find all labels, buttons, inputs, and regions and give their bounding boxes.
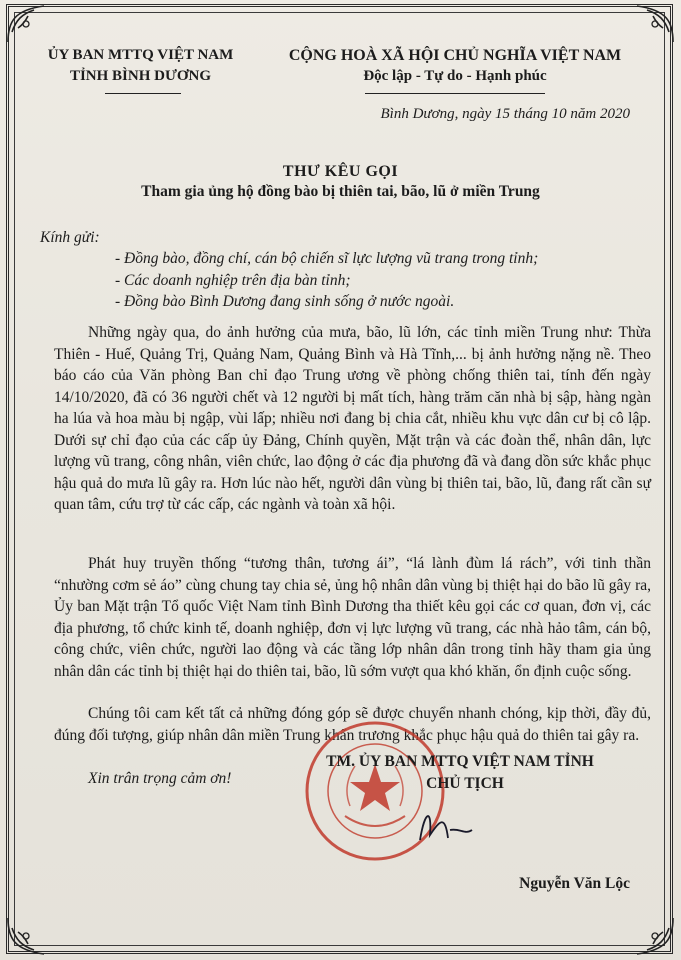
signatory-name: Nguyễn Văn Lộc — [519, 875, 630, 892]
document-subtitle: Tham gia ủng hộ đồng bào bị thiên tai, bão, lũ ở miền Trung — [141, 183, 540, 200]
corner-ornament-icon — [4, 912, 50, 958]
national-motto — [270, 45, 640, 87]
recipient-item: - Đồng bào Bình Dương đang sinh sống ở nước ngoài. — [115, 293, 455, 310]
body-paragraph: Phát huy truyền thống “tương thân, tương ái”, “lá lành đùm lá rách”, với tinh thần “nhường cơm sẻ áo” cùng chung tay chia sẻ, ủng hộ nhân dân vùng bị thiệt hại do bão lũ gây ra, Ủy ban Mặt trận Tổ quốc Việt Nam tỉnh Bình Dương tha thiết kêu gọi các cơ quan, đơn vị, các địa phương, tổ chức kinh tế, doanh nghiệp, đơn vị lực lượng vũ trang, các nhà hảo tâm, cán bộ, công chức, viên chức, người lao động và các tầng lớp nhân dân trong tỉnh hãy tham gia ủng nhân dân các tỉnh bị thiệt hại do thiên tai, bão, lũ sớm vượt qua khó khăn, ổn định cuộc sống. — [54, 555, 651, 680]
org-line-2: TỈNH BÌNH DƯƠNG — [69, 68, 212, 84]
body-paragraph: Những ngày qua, do ảnh hưởng của mưa, bão, lũ lớn, các tỉnh miền Trung như: Thừa Thiên - Huế, Quảng Trị, Quảng Nam, Quảng Bình và Hà Tĩnh,... bị ảnh hưởng nặng nề. Theo báo cáo của Văn phòng Ban chỉ đạo Trung ương về phòng chống thiên tai, tính đến ngày 14/10/2020, đã có 36 người chết và 12 người bị mất tích, hàng trăm căn nhà bị sập, hàng ngàn ha lúa và hoa màu bị ngập, vùi lấp; nhiều nơi đang bị chia cắt, nhiều khu vực dân cư bị cô lập. Dưới sự chỉ đạo của các cấp ủy Đảng, Chính quyền, Mặt trận và các đoàn thể, nhân dân, lực lượng vũ trang, công nhân, viên chức, lao động ở các địa phương đã và đang dồn sức khắc phục hậu quả do mưa lũ gây ra. Hơn lúc nào hết, người dân vùng bị thiên tai, bão, lũ, đang rất cần sự quan tâm, cứu trợ từ các cấp, các ngành và toàn xã hội. — [54, 324, 651, 513]
body-paragraph: Chúng tôi cam kết tất cả những đóng góp sẽ được chuyển nhanh chóng, kịp thời, đầy đủ, đúng đối tượng, giúp nhân dân miền Trung khẩn trương khắc phục hậu quả do thiên tai gây ra. — [54, 705, 651, 744]
motto-divider — [365, 93, 545, 94]
corner-ornament-icon — [4, 2, 50, 48]
issuing-organization — [18, 45, 263, 87]
corner-ornament-icon — [631, 912, 677, 958]
header-divider — [105, 93, 181, 94]
signatory-organization: TM. ỦY BAN MTTQ VIỆT NAM TỈNH — [326, 753, 594, 770]
nation-line-2: Độc lập - Tự do - Hạnh phúc — [363, 68, 547, 84]
handwritten-signature-icon — [410, 800, 480, 850]
recipient-item: - Đồng bào, đồng chí, cán bộ chiến sĩ lực lượng vũ trang trong tỉnh; — [115, 250, 539, 267]
signatory-title: CHỦ TỊCH — [426, 775, 504, 792]
nation-line-1: CỘNG HOÀ XÃ HỘI CHỦ NGHĨA VIỆT NAM — [288, 47, 622, 64]
document-title: THƯ KÊU GỌI — [282, 163, 399, 180]
document-date: Bình Dương, ngày 15 tháng 10 năm 2020 — [380, 106, 630, 122]
corner-ornament-icon — [631, 2, 677, 48]
salutation-label: Kính gửi: — [40, 229, 100, 246]
closing-line: Xin trân trọng cảm ơn! — [88, 770, 232, 787]
org-line-1: ỦY BAN MTTQ VIỆT NAM — [47, 47, 234, 63]
recipient-item: - Các doanh nghiệp trên địa bàn tỉnh; — [115, 272, 351, 289]
